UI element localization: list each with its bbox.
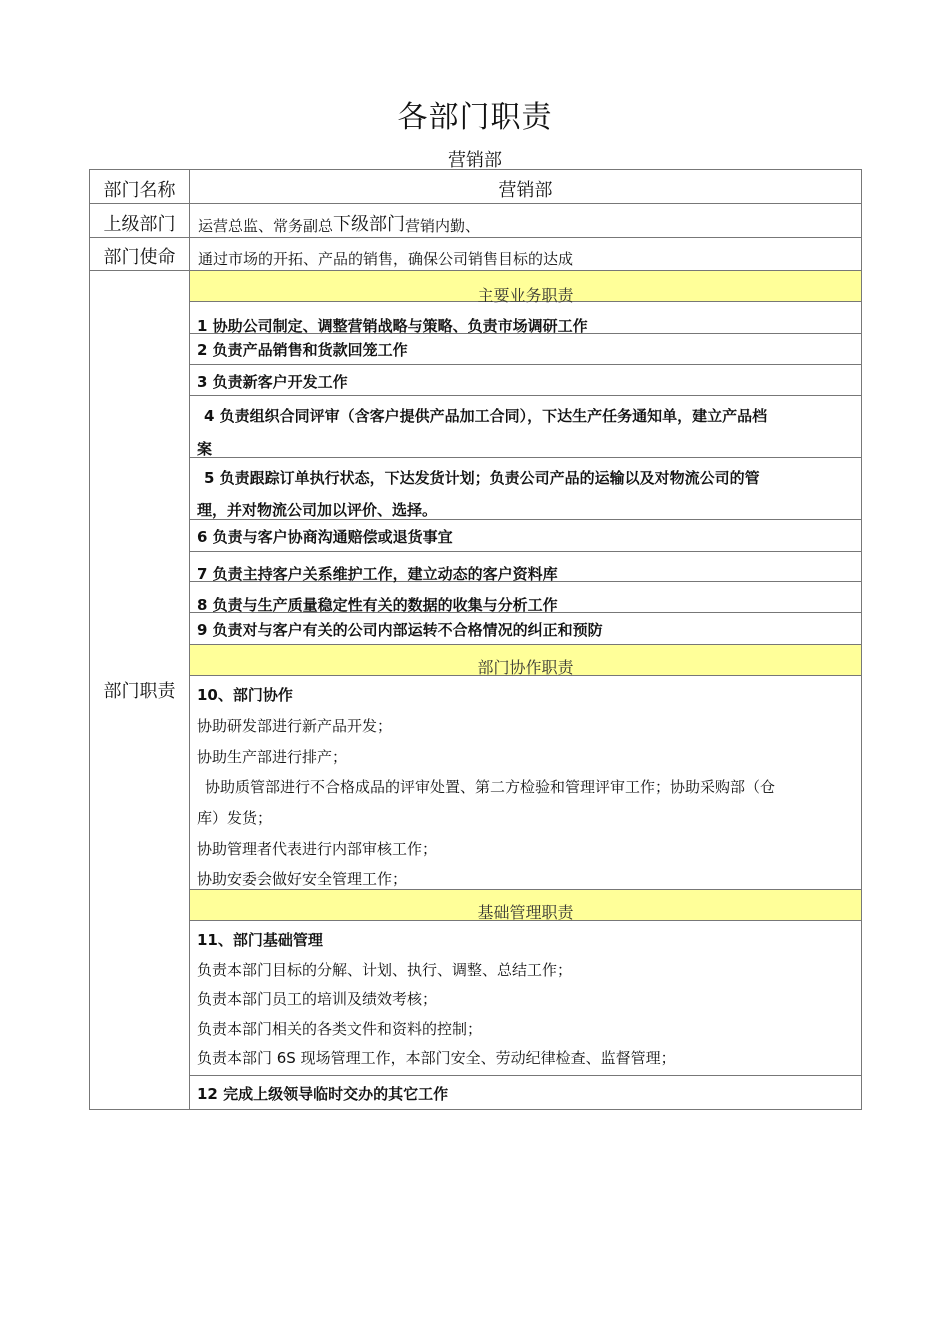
cooperation-line: 协助管理者代表进行内部审核工作； [197, 840, 438, 858]
duty-table [89, 169, 862, 1110]
duty-item-2 [190, 334, 861, 365]
duty-item-4-line-1: 4 负责组织合同评审（含客户提供产品加工合同），下达生产任务通知单，建立产品档 [204, 407, 768, 425]
department-name-label: 部门名称 [90, 170, 190, 203]
duty-item-5 [190, 458, 861, 520]
department-name-value: 营销部 [498, 180, 553, 201]
management-block [190, 921, 861, 1076]
duty-item-5-line-2: 理，并对物流公司加以评价、选择。 [197, 501, 438, 519]
superior-cell [190, 204, 861, 237]
management-line: 负责本部门 6S 现场管理工作，本部门安全、劳动纪律检查、监督管理； [197, 1049, 676, 1067]
cooperation-header-text: 部门协作职责 [477, 658, 574, 677]
duty-item-1-text: 1 协助公司制定、调整营销战略与策略、负责市场调研工作 [197, 317, 588, 335]
management-line: 负责本部门员工的培训及绩效考核； [197, 990, 438, 1008]
duty-item-3 [190, 365, 861, 396]
superior-label: 上级部门 [90, 204, 190, 237]
cooperation-line: 协助安委会做好安全管理工作； [197, 870, 408, 888]
duty-item-12-text: 12 完成上级领导临时交办的其它工作 [197, 1085, 449, 1103]
duty-item-7-text: 7 负责主持客户关系维护工作，建立动态的客户资料库 [197, 565, 558, 583]
duty-item-8-text: 8 负责与生产质量稳定性有关的数据的收集与分析工作 [197, 596, 558, 614]
duty-item-6 [190, 520, 861, 552]
main-duties-header-text: 主要业务职责 [477, 286, 574, 305]
cooperation-line: 协助生产部进行排产； [197, 748, 348, 766]
management-line: 负责本部门相关的各类文件和资料的控制； [197, 1020, 483, 1038]
row-mission [90, 238, 861, 271]
duty-item-7 [190, 552, 861, 582]
duty-item-4 [190, 396, 861, 458]
duty-item-1 [190, 302, 861, 334]
cooperation-block [190, 676, 861, 890]
duty-item-9-text: 9 负责对与客户有关的公司内部运转不合格情况的纠正和预防 [197, 621, 603, 639]
subordinate-label: 下级部门 [333, 214, 406, 235]
cooperation-line: 协助质管部进行不合格成品的评审处置、第二方检验和管理评审工作；协助采购部（仓 [205, 778, 776, 796]
subordinate-value: 营销内勤、 [405, 217, 481, 235]
duties-label: 部门职责 [90, 271, 190, 1109]
duty-item-3-text: 3 负责新客户开发工作 [197, 373, 348, 391]
superior-value: 运营总监、常务副总 [198, 217, 334, 235]
duty-item-8 [190, 582, 861, 613]
management-header [190, 890, 861, 921]
management-heading: 11、部门基础管理 [197, 931, 323, 949]
management-header-text: 基础管理职责 [477, 903, 574, 922]
duty-item-12 [190, 1076, 861, 1109]
mission-label: 部门使命 [90, 238, 190, 270]
duty-item-4-line-2: 案 [197, 440, 213, 458]
row-superior [90, 204, 861, 238]
duty-item-2-text: 2 负责产品销售和货款回笼工作 [197, 341, 408, 359]
cooperation-heading: 10、部门协作 [197, 686, 293, 704]
duty-item-5-line-1: 5 负责跟踪订单执行状态，下达发货计划；负责公司产品的运输以及对物流公司的管 [204, 469, 760, 487]
duty-item-6-text: 6 负责与客户协商沟通赔偿或退货事宜 [197, 528, 453, 546]
management-line: 负责本部门目标的分解、计划、执行、调整、总结工作； [197, 961, 573, 979]
department-subtitle: 营销部 [448, 150, 502, 171]
cooperation-line: 协助研发部进行新产品开发； [197, 717, 393, 735]
row-department-name [90, 170, 861, 204]
mission-value: 通过市场的开拓、产品的销售，确保公司销售目标的达成 [198, 250, 574, 268]
page-title: 各部门职责 [397, 100, 553, 135]
cooperation-line: 库）发货； [197, 809, 273, 827]
main-duties-header [190, 271, 861, 305]
duty-item-9 [190, 613, 861, 645]
cooperation-header [190, 645, 861, 676]
